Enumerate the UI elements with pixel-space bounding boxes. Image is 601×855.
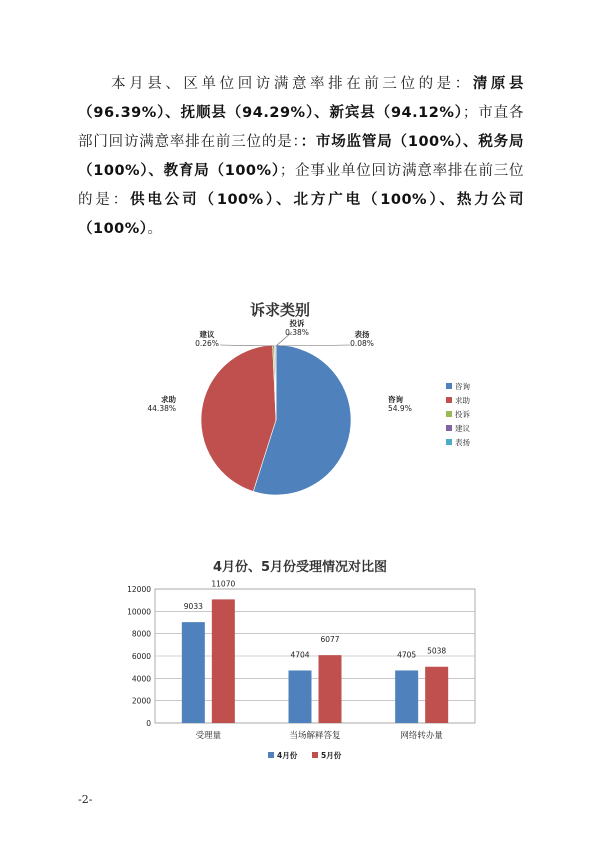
pie-label-name-1: 求助 — [161, 395, 176, 404]
bar-y-tick-2: 4000 — [131, 674, 151, 684]
department-ranking: ：市场监管局（100%）、税务局（100%）、教育局（100%） — [78, 134, 525, 179]
pie-label-name-2: 投诉 — [289, 319, 305, 328]
bar-y-tick-0: 0 — [146, 719, 151, 728]
bar-x-category-2: 网络转办量 — [400, 731, 443, 741]
pie-label-value-3: 0.26% — [195, 339, 219, 348]
pie-legend-label-3: 建议 — [455, 424, 470, 433]
text-segment-1: 本月县、区单位回访满意率排在前三位的是： — [108, 76, 473, 92]
bar-x-category-1: 当场解释答复 — [289, 731, 341, 741]
bar-0-1 — [289, 670, 312, 723]
bar-legend-label-1: 5月份 — [321, 751, 342, 760]
bar-chart-title: 4月份、5月份受理情况对比图 — [212, 560, 388, 575]
bar-legend-label-0: 4月份 — [277, 751, 298, 760]
enterprise-ranking: 供电公司（100%）、北方广电（100%）、热力公司（100%） — [78, 192, 524, 237]
pie-label-value-0: 54.9% — [388, 404, 412, 413]
pie-label-name-0: 咨询 — [388, 395, 403, 404]
county-ranking: 清原县（96.39%）、抚顺县（94.29%）、新宾县（94.12%） — [78, 76, 525, 121]
bar-data-label-0-0: 9033 — [183, 602, 203, 612]
pie-legend-label-0: 咨询 — [455, 382, 470, 391]
bar-y-tick-1: 2000 — [131, 696, 151, 706]
bar-0-0 — [182, 622, 205, 723]
bar-data-label-0-2: 4705 — [397, 650, 417, 660]
pie-leader-line-2 — [276, 332, 292, 346]
text-segment-3: ；企事业单位回访满意率排在前三位的是： — [78, 163, 525, 208]
pie-label-name-3: 建议 — [199, 330, 215, 339]
pie-legend-swatch-1 — [446, 397, 452, 403]
pie-label-value-2: 0.38% — [285, 328, 309, 337]
bar-y-tick-3: 6000 — [131, 652, 151, 661]
pie-legend-label-4: 表扬 — [455, 438, 470, 447]
bar-y-tick-6: 12000 — [127, 585, 151, 594]
pie-label-value-1: 44.38% — [147, 404, 176, 413]
text-segment-4: 。 — [147, 221, 163, 237]
bar-y-tick-4: 8000 — [131, 629, 151, 639]
bar-data-label-0-1: 4704 — [290, 650, 310, 660]
bar-1-1 — [319, 655, 342, 723]
pie-label-value-4: 0.08% — [350, 339, 374, 348]
bar-1-0 — [212, 599, 235, 723]
pie-chart-title: 诉求类别 — [249, 301, 310, 319]
bar-data-label-1-1: 6077 — [320, 635, 340, 645]
bar-x-category-0: 受理量 — [195, 731, 222, 741]
pie-legend-swatch-0 — [446, 383, 452, 389]
bar-legend-swatch-1 — [312, 752, 318, 758]
pie-legend-swatch-2 — [446, 411, 452, 417]
bar-data-label-1-2: 5038 — [427, 646, 447, 656]
pie-leader-line-4 — [278, 345, 350, 346]
pie-legend-label-1: 求助 — [455, 396, 470, 405]
pie-legend-label-2: 投诉 — [455, 410, 470, 419]
page-number: -2- — [78, 793, 93, 806]
pie-label-name-4: 表扬 — [354, 330, 370, 339]
pie-legend-swatch-4 — [446, 439, 452, 445]
pie-legend-swatch-3 — [446, 425, 452, 431]
bar-legend-swatch-0 — [268, 752, 274, 758]
text-segment-2: ；市直各部门回访满意率排在前三位的是： — [78, 105, 524, 150]
bar-y-tick-5: 10000 — [127, 607, 151, 617]
bar-1-2 — [425, 667, 448, 723]
bar-0-2 — [395, 670, 418, 723]
bar-data-label-1-0: 11070 — [211, 579, 236, 589]
